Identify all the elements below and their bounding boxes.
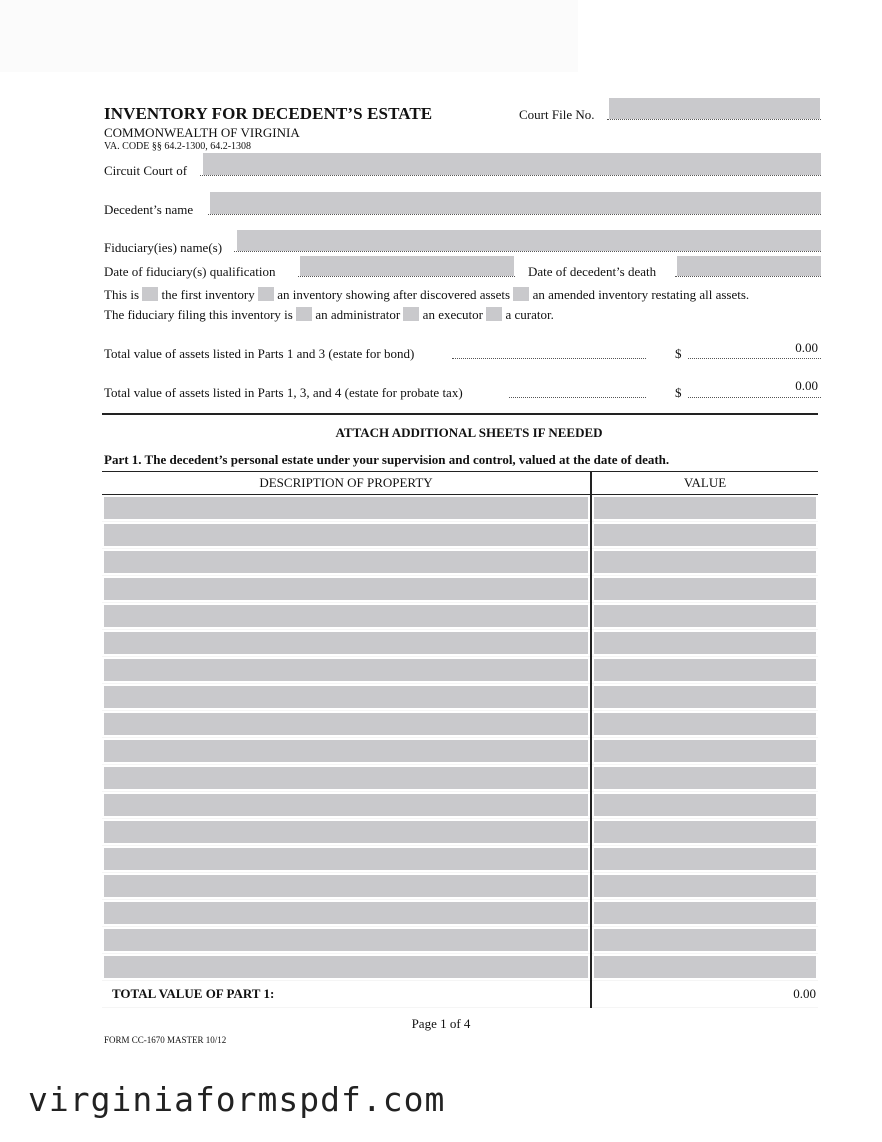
fiduciary-names-label: Fiduciary(ies) name(s) [104,240,223,255]
site-watermark: virginiaformspdf.com [28,1080,446,1119]
table-row [102,900,818,927]
value-cell [591,819,818,846]
probate-value-underline [688,397,821,398]
form-number: FORM CC-1670 MASTER 10/12 [104,1035,227,1045]
value-cell [591,657,818,684]
description-cell [102,819,591,846]
description-cell [102,927,591,954]
fiduciary-role-row [104,307,554,323]
table-row [102,549,818,576]
bond-total-value[interactable]: 0.00 [795,340,818,355]
value-input[interactable] [594,875,816,897]
value-input[interactable] [594,767,816,789]
qualification-date-underline [298,276,515,277]
value-input[interactable] [594,848,816,870]
description-cell [102,765,591,792]
page-number: Page 1 of 4 [411,1016,471,1031]
part1-header-row [102,472,818,495]
description-cell [102,684,591,711]
description-input[interactable] [104,902,588,924]
description-input[interactable] [104,740,588,762]
qualification-date-label: Date of fiduciary(s) qualification [104,264,276,279]
value-cell [591,873,818,900]
part1-total-row [102,981,818,1008]
circuit-court-label: Circuit Court of [104,163,188,178]
description-cell [102,873,591,900]
part1-heading: Part 1. The decedent’s personal estate under your supervision and control, valued at the date of death. [104,452,670,467]
description-input[interactable] [104,821,588,843]
circuit-court-underline [200,175,821,176]
amended-label: an amended inventory restating all assets. [532,287,750,302]
description-cell [102,495,591,522]
table-row [102,927,818,954]
description-input[interactable] [104,875,588,897]
section-divider [102,413,818,415]
description-cell [102,549,591,576]
description-input[interactable] [104,713,588,735]
filing-as-label: The fiduciary filing this inventory is [104,307,293,322]
this-is-label: This is [104,287,140,302]
description-column-header: DESCRIPTION OF PROPERTY [102,472,591,495]
table-row [102,846,818,873]
probate-currency: $ [675,385,682,400]
bond-total-label: Total value of assets listed in Parts 1 and 3 (estate for bond) [104,346,415,361]
table-row [102,630,818,657]
value-input[interactable] [594,686,816,708]
value-cell [591,711,818,738]
value-input[interactable] [594,605,816,627]
value-input[interactable] [594,659,816,681]
value-input[interactable] [594,551,816,573]
value-input[interactable] [594,902,816,924]
table-row [102,738,818,765]
description-cell [102,846,591,873]
description-cell [102,576,591,603]
value-input[interactable] [594,929,816,951]
part1-table [102,471,818,1008]
value-cell [591,792,818,819]
value-cell [591,765,818,792]
first-inventory-label: the first inventory [161,287,255,302]
value-cell [591,900,818,927]
table-row [102,603,818,630]
description-input[interactable] [104,794,588,816]
first-inventory-checkbox[interactable] [142,287,158,301]
table-row [102,954,818,981]
court-file-underline [607,119,821,120]
decedent-name-label: Decedent’s name [104,202,194,217]
value-input[interactable] [594,524,816,546]
description-input[interactable] [104,659,588,681]
circuit-court-input[interactable] [203,153,821,175]
description-input[interactable] [104,605,588,627]
description-input[interactable] [104,956,588,978]
value-input[interactable] [594,956,816,978]
after-discovered-label: an inventory showing after discovered assets [277,287,511,302]
value-input[interactable] [594,794,816,816]
value-cell [591,576,818,603]
bond-leader-dots [452,358,646,359]
description-cell [102,711,591,738]
value-cell [591,549,818,576]
table-row [102,711,818,738]
description-cell [102,792,591,819]
table-row [102,495,818,522]
executor-label: an executor [422,307,483,322]
part1-total-value[interactable]: 0.00 [591,981,818,1008]
description-input[interactable] [104,686,588,708]
qualification-date-input[interactable] [300,256,514,276]
value-cell [591,495,818,522]
value-cell [591,738,818,765]
value-cell [591,684,818,711]
description-input[interactable] [104,524,588,546]
description-cell [102,738,591,765]
table-row [102,657,818,684]
description-cell [102,630,591,657]
description-input[interactable] [104,929,588,951]
death-date-input[interactable] [677,256,821,276]
description-input[interactable] [104,578,588,600]
description-cell [102,657,591,684]
death-date-label: Date of decedent’s death [528,264,657,279]
executor-checkbox[interactable] [403,307,419,321]
description-cell [102,522,591,549]
description-cell [102,603,591,630]
description-cell [102,900,591,927]
administrator-checkbox[interactable] [296,307,312,321]
description-input[interactable] [104,551,588,573]
value-input[interactable] [594,740,816,762]
description-input[interactable] [104,767,588,789]
probate-leader-dots [509,397,646,398]
value-input[interactable] [594,821,816,843]
value-cell [591,846,818,873]
value-cell [591,522,818,549]
table-row [102,765,818,792]
value-input[interactable] [594,497,816,519]
description-cell [102,954,591,981]
fiduciary-names-underline [234,251,821,252]
value-cell [591,603,818,630]
value-input[interactable] [594,713,816,735]
amended-checkbox[interactable] [513,287,529,301]
court-file-label: Court File No. [519,107,595,122]
attach-notice: ATTACH ADDITIONAL SHEETS IF NEEDED [335,425,603,440]
after-discovered-checkbox[interactable] [258,287,274,301]
value-input[interactable] [594,632,816,654]
commonwealth-label: COMMONWEALTH OF VIRGINIA [104,125,300,140]
table-row [102,576,818,603]
death-date-underline [675,276,821,277]
administrator-label: an administrator [315,307,401,322]
form-title: INVENTORY FOR DECEDENT’S ESTATE [104,104,433,123]
description-input[interactable] [104,848,588,870]
table-row [102,819,818,846]
bond-value-underline [688,358,821,359]
fiduciary-names-input[interactable] [237,230,821,251]
probate-total-label: Total value of assets listed in Parts 1, 3, and 4 (estate for probate tax) [104,385,463,400]
value-cell [591,927,818,954]
curator-label: a curator. [505,307,554,322]
table-row [102,684,818,711]
table-row [102,522,818,549]
part1-total-label: TOTAL VALUE OF PART 1: [102,981,591,1008]
top-banner [0,0,578,72]
probate-total-value[interactable]: 0.00 [795,378,818,393]
value-cell [591,954,818,981]
bond-currency: $ [675,346,682,361]
description-input[interactable] [104,497,588,519]
table-row [102,792,818,819]
table-row [102,873,818,900]
value-column-header: VALUE [591,472,818,495]
inventory-type-row [104,287,749,303]
code-reference: VA. CODE §§ 64.2-1300, 64.2-1308 [104,141,252,152]
value-cell [591,630,818,657]
court-file-input[interactable] [609,98,820,119]
decedent-name-input[interactable] [210,192,821,214]
description-input[interactable] [104,632,588,654]
curator-checkbox[interactable] [486,307,502,321]
decedent-name-underline [208,214,821,215]
value-input[interactable] [594,578,816,600]
